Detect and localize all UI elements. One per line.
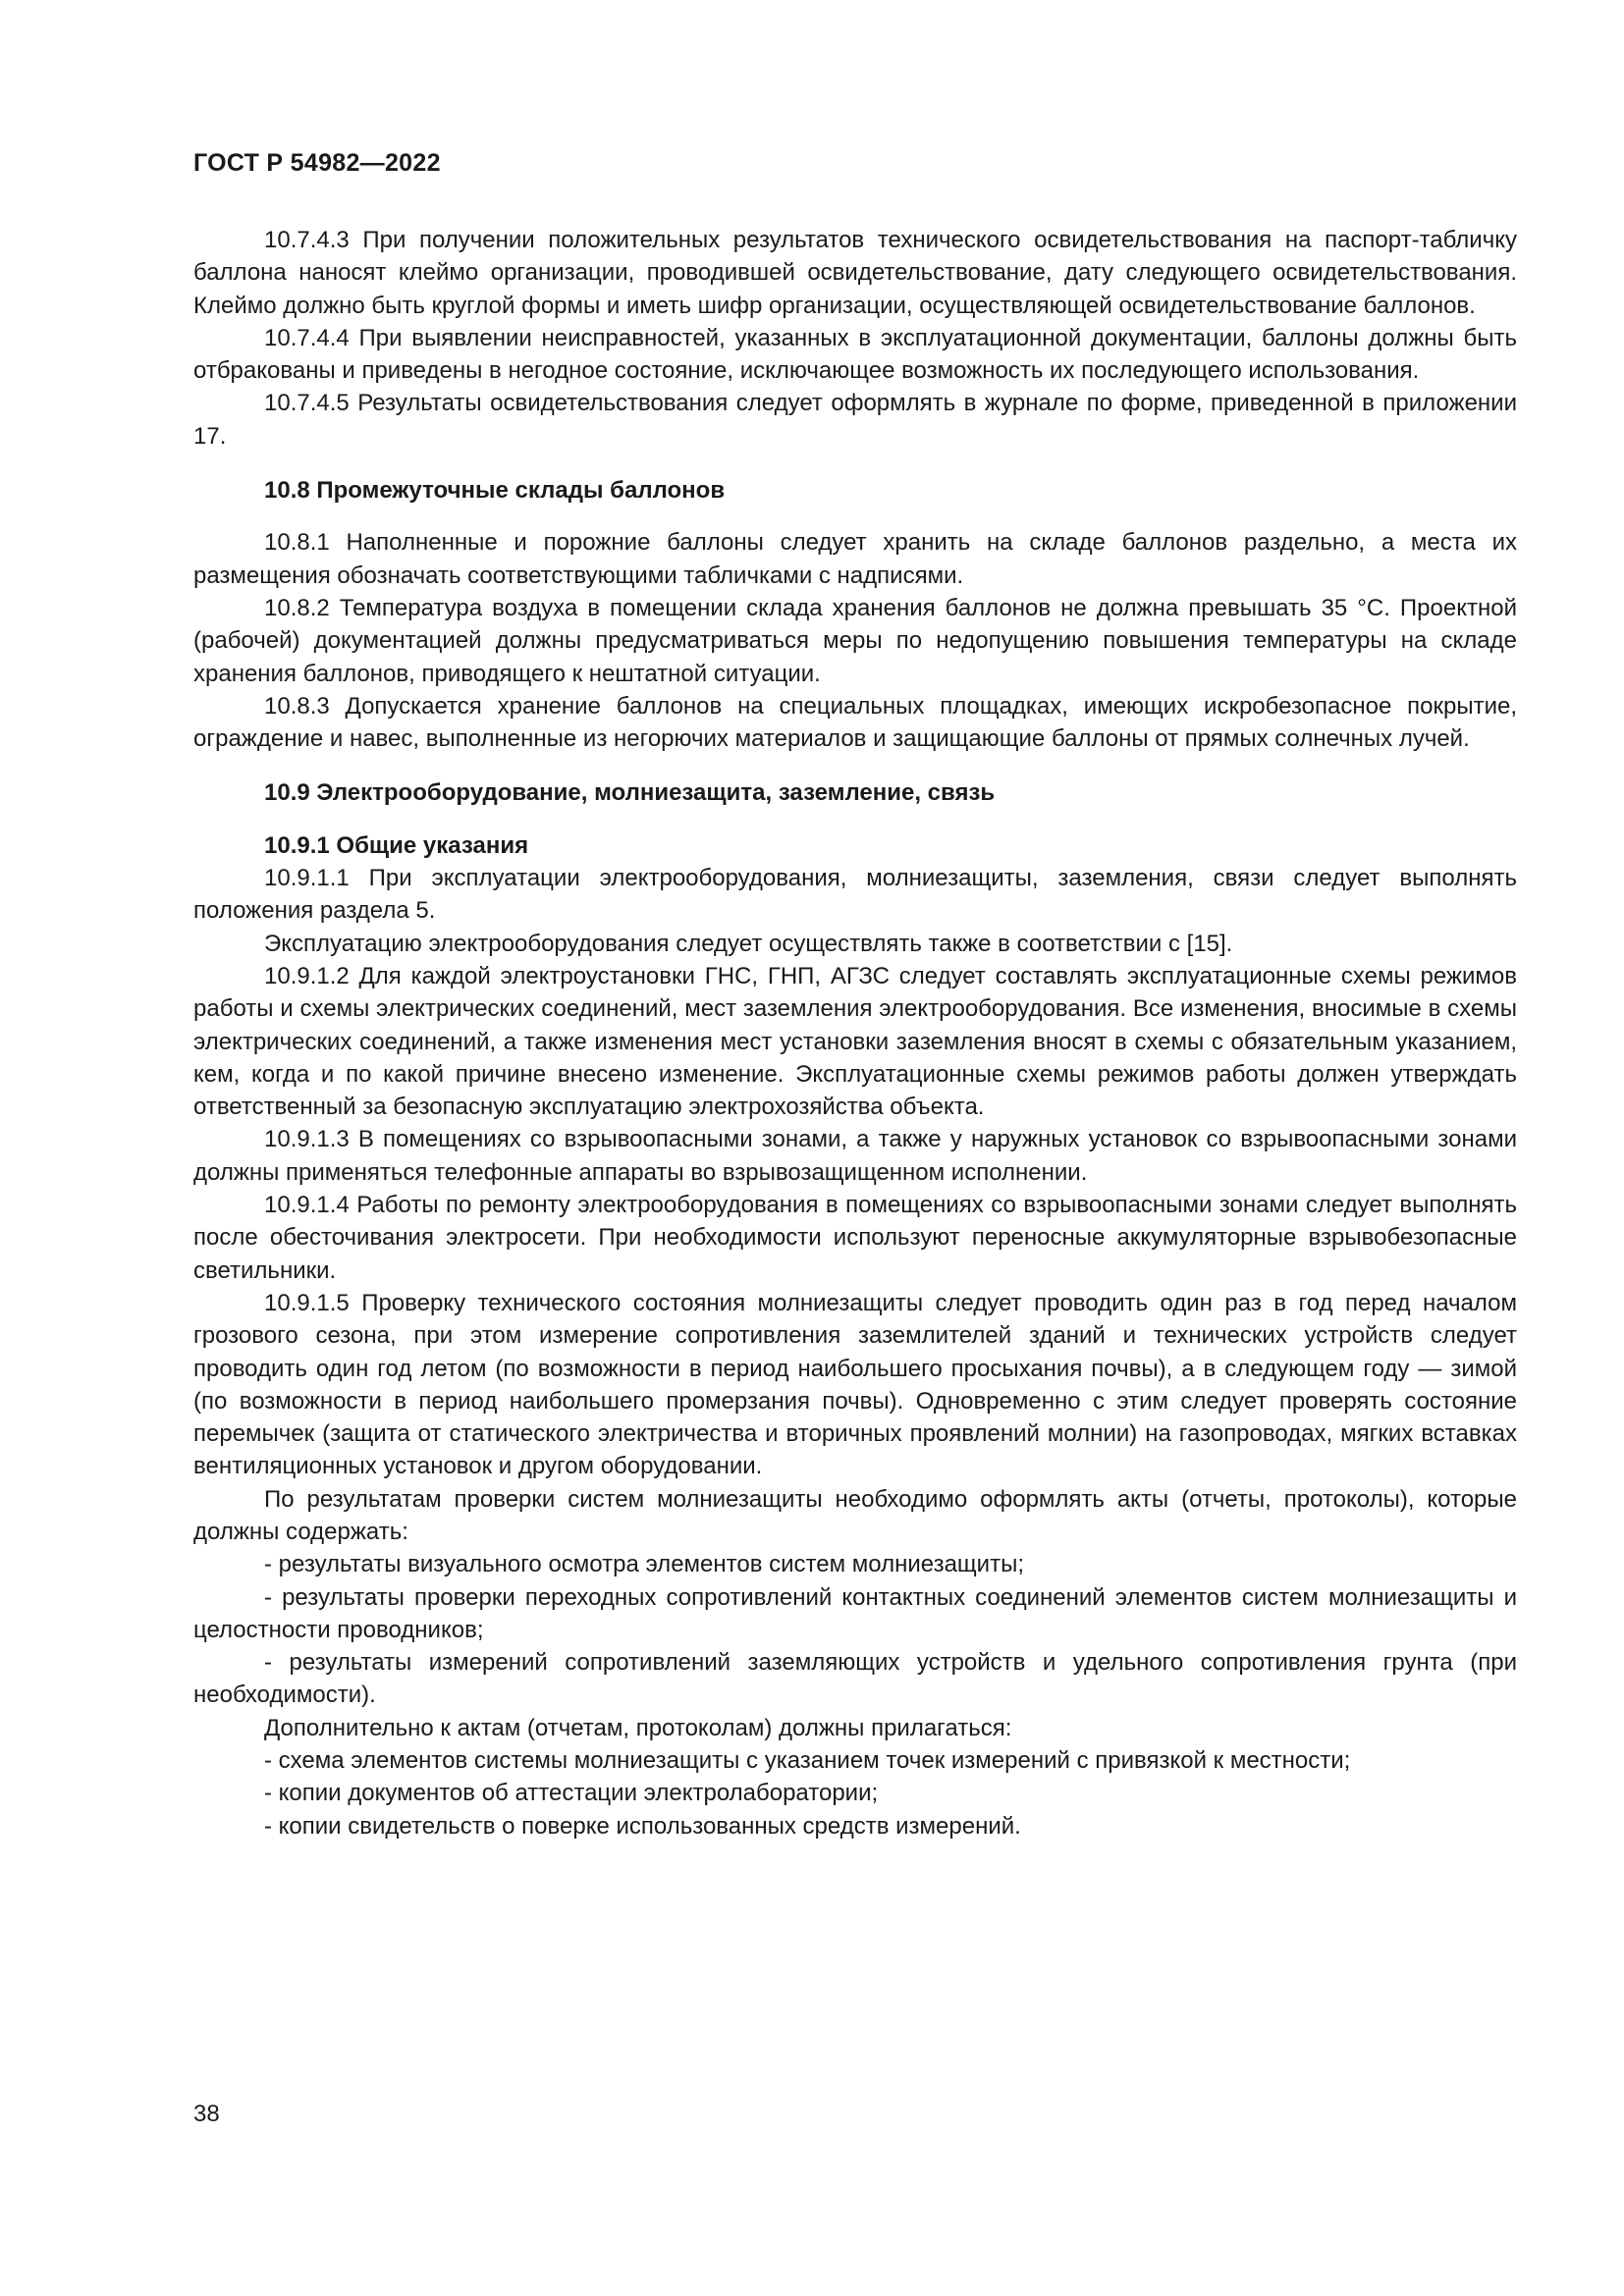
list-item: - схема элементов системы молниезащиты с указанием точек измерений с привязкой к местности; (264, 1747, 1351, 1775)
list-item: - результаты проверки переходных сопротивлений контактных соединений элементов систем молниезащиты и целостности проводников; (193, 1583, 1517, 1643)
paragraph-additional: Дополнительно к актам (отчетам, протоколам) должны прилагаться: (264, 1714, 1012, 1741)
list-item: - копии свидетельств о поверке использованных средств измерений. (264, 1812, 1021, 1840)
paragraph-results: По результатам проверки систем молниезащиты необходимо оформлять акты (отчеты, протоколы), которые должны содержать: (193, 1485, 1517, 1545)
section-heading-10-9: 10.9 Электрооборудование, молниезащита, заземление, связь (264, 779, 996, 807)
paragraph-10-9-1-5: 10.9.1.5 Проверку технического состояния молниезащиты следует проводить один раз в год перед началом грозового сезона, при этом измерение сопротивления заземлителей зданий и технических устройств следует проводить один год летом (по возможности в период наибольшего просыхания почвы), а в следующем году — зимой (по возможности в период наибольшего промерзания почвы). Одновременно с этим следует проверять состояние перемычек (защита от статического электричества и вторичных проявлений молнии) на газопроводах, мягких вставках вентиляционных установок и другом оборудовании. (193, 1289, 1517, 1480)
paragraph-10-9-1-2: 10.9.1.2 Для каждой электроустановки ГНС, ГНП, АГЗС следует составлять эксплуатационные схемы режимов работы и схемы электрических соединений, мест заземления электрооборудования. Все изменения, вносимые в схемы электрических соединений, а также изменения мест установки заземления вносят в схемы с обязательным указанием, кем, когда и по какой причине внесено изменение. Эксплуатационные схемы режимов работы должен утверждать ответственный за безопасную эксплуатацию электрохозяйства объекта. (193, 962, 1517, 1121)
paragraph-10-9-1-1: 10.9.1.1 При эксплуатации электрооборудования, молниезащиты, заземления, связи следует выполнять положения раздела 5. (193, 865, 1517, 925)
paragraph-10-8-3: 10.8.3 Допускается хранение баллонов на специальных площадках, имеющих искробезопасное покрытие, ограждение и навес, выполненные из негорючих материалов и защищающие баллоны от прямых солнечных лучей. (193, 692, 1517, 753)
section-heading-10-8: 10.8 Промежуточные склады баллонов (264, 477, 726, 505)
paragraph-10-8-2: 10.8.2 Температура воздуха в помещении склада хранения баллонов не должна превышать 35 °С. Проектной (рабочей) документацией должны предусматриваться меры по недопущению повышения температуры на складе хранения баллонов, приводящего к нештатной ситуации. (193, 594, 1517, 687)
paragraph-exploitation: Эксплуатацию электрооборудования следует осуществлять также в соответствии с [15]. (264, 930, 1233, 957)
paragraph-10-7-4-3: 10.7.4.3 При получении положительных результатов технического освидетельствования на паспорт-табличку баллона наносят клеймо организации, проводившей освидетельствование, дату следующего освидетельствования. Клеймо должно быть круглой формы и иметь шифр организации, осуществляющей освидетельствование баллонов. (193, 227, 1517, 319)
page-number: 38 (193, 2101, 220, 2127)
paragraph-10-7-4-4: 10.7.4.4 При выявлении неисправностей, указанных в эксплуатационной документации, баллоны должны быть отбракованы и приведены в негодное состояние, исключающее возможность их последующего использования. (193, 324, 1517, 385)
document-body (193, 224, 1517, 1842)
paragraph-10-8-1: 10.8.1 Наполненные и порожние баллоны следует хранить на складе баллонов раздельно, а места их размещения обозначать соответствующими табличками с надписями. (193, 529, 1517, 589)
list-item: - копии документов об аттестации электролаборатории; (264, 1780, 879, 1807)
subsection-heading-10-9-1: 10.9.1 Общие указания (264, 831, 529, 859)
paragraph-10-7-4-5: 10.7.4.5 Результаты освидетельствования следует оформлять в журнале по форме, приведенной в приложении 17. (193, 390, 1517, 450)
list-item: - результаты измерений сопротивлений заземляющих устройств и удельного сопротивления грунта (при необходимости). (193, 1649, 1517, 1709)
document-code-header: ГОСТ Р 54982—2022 (193, 149, 441, 177)
paragraph-10-9-1-4: 10.9.1.4 Работы по ремонту электрооборудования в помещениях со взрывоопасными зонами следует выполнять после обесточивания электросети. При необходимости используют переносные аккумуляторные взрывобезопасные светильники. (193, 1192, 1517, 1284)
list-item: - результаты визуального осмотра элементов систем молниезащиты; (264, 1551, 1024, 1578)
paragraph-10-9-1-3: 10.9.1.3 В помещениях со взрывоопасными зонами, а также у наружных установок со взрывоопасными зонами должны применяться телефонные аппараты во взрывозащищенном исполнении. (193, 1126, 1517, 1186)
